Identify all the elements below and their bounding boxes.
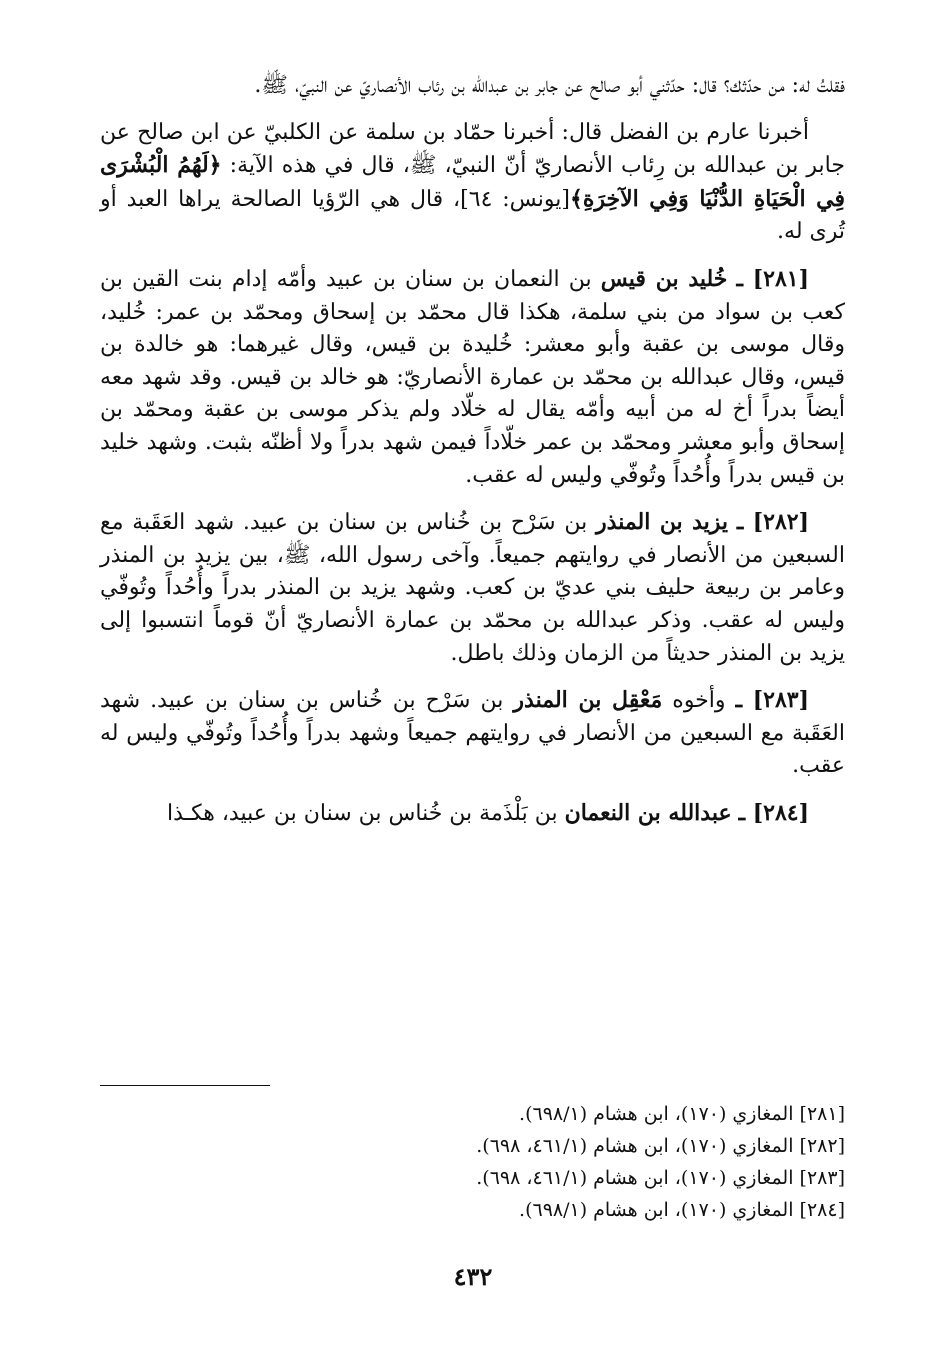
entry-prefix: وأخوه (662, 688, 736, 714)
entry-283 (100, 684, 845, 783)
entry-text: بن بَلْذَمة بن خُناس بن سنان بن عبيد، هكـذا (166, 800, 565, 826)
entry-number: [٢٨٢] ـ (736, 509, 810, 536)
entry-281 (100, 263, 845, 492)
paragraph-text: فقلتُ له: من حدّثك؟ قال: حدّثني أبو صالح عن جابر بن عبدالله بن رئاب الأنصاريّ عن النبيّ، ﷺ. (254, 73, 845, 98)
footnote: [٢٨٤] المغازي (١٧٠)، ابن هشام (٦٩٨/١). (519, 1199, 845, 1221)
entry-282 (100, 506, 845, 670)
entry-number: [٢٨٣] ـ (735, 687, 809, 714)
paragraph-intro (100, 70, 845, 103)
entry-name: مَعْقِل بن المنذر (513, 687, 663, 714)
entry-number: [٢٨١] ـ (736, 265, 810, 292)
page-number: ٤٣٢ (453, 1262, 493, 1291)
footnotes (100, 1098, 845, 1226)
paragraph-text: أخبرنا عارم بن الفضل قال: أخبرنا حمّاد بن سلمة عن الكلبيّ عن ابن صالح عن جابر بن عبدالله بن رِئاب الأنصاريّ أنّ النبيّ، ﷺ، قال في هذه الآية: (100, 119, 845, 179)
entry-text: بن سَرْح بن خُناس بن سنان بن عبيد. شهد العَقَبة مع السبعين من الأنصار في روايتهم جميعاً وشهد بدراً وأُحُداً وتُوفّي وليس له عقب. (100, 688, 845, 779)
footnote: [٢٨١] المغازي (١٧٠)، ابن هشام (٦٩٨/١). (519, 1103, 845, 1125)
footnote: [٢٨٣] المغازي (١٧٠)، ابن هشام (٤٦١/١، ٦٩٨). (476, 1167, 845, 1189)
entry-284 (100, 797, 845, 831)
entry-text: بن سَرْح بن خُناس بن سنان بن عبيد. شهد العَقَبة مع السبعين من الأنصار في روايتهم جميعاً. وآخى رسول الله، ﷺ، بين يزيد بن المنذر وعامر بن ربيعة حليف بني عديّ بن كعب. وشهد يزيد بن المنذر بدراً وأُحُداً وتُوفّي وليس له عقب. وذكر عبدالله بن محمّد بن عمارة الأنصاريّ أنّ قوماً انتسبوا إلى يزيد بن المنذر حديثاً من الزمان وذلك باطل. (100, 510, 846, 666)
entry-name: يزيد بن المنذر (596, 509, 729, 536)
entry-text: بن النعمان بن سنان بن عبيد وأمّه إدام بنت القين بن كعب بن سواد من بني سلمة، هكذا قال محمّد بن إسحاق ومحمّد بن عمر: خُليد، وقال موسى بن عقبة وأبو معشر: خُليدة بن قيس، وقال غيرهما: هو خالدة بن قيس، وقال عبدالله بن محمّد بن عمارة الأنصاريّ: هو خالد بن قيس. وقد شهد معه أيضاً بدراً أخ له من أبيه وأمّه يقال له خلّاد ولم يذكر موسى بن عقبة ومحمّد بن إسحاق وأبو معشر ومحمّد بن عمر خلّاداً فيمن شهد بدراً ولا أظنّه بثبت. وشهد خليد بن قيس بدراً وأُحُداً وتُوفّي وليس له عقب. (100, 266, 846, 488)
paragraph-hadith (100, 117, 845, 249)
footnote: [٢٨٢] المغازي (١٧٠)، ابن هشام (٤٦١/١، ٦٩٨). (476, 1135, 845, 1157)
paragraph-text: [يونس: ٦٤]، قال هي الرّؤيا الصالحة يراها العبد أو تُرى له. (100, 186, 845, 245)
quran-verse: ﴿لَهُمُ الْبُشْرَى فِي الْحَيَاةِ الدُّنْيَا وَفِي الآخِرَةِ﴾ (100, 152, 845, 212)
entry-number: [٢٨٤] ـ (738, 799, 809, 826)
footnote-separator (100, 1085, 270, 1086)
entry-name: عبدالله بن النعمان (564, 799, 732, 826)
entry-name: خُليد بن قيس (600, 265, 728, 292)
page-body (100, 70, 845, 844)
